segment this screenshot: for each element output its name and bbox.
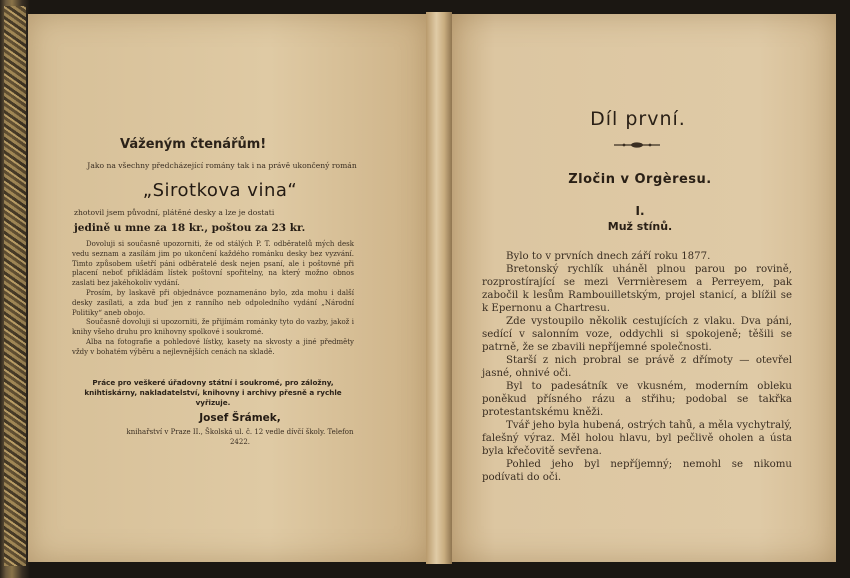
ornament-divider [612, 140, 662, 150]
chapter-number: I. [635, 204, 645, 218]
notice-body [72, 240, 354, 358]
notice-paragraph: Prosím, by laskavě při objednávce poznamenáno bylo, zda mohu i další desky zasílati, a zda buď jen z ranního neb odpoledního vydání „Národní Politiky“ aneb obojo. [72, 288, 354, 317]
part-title: Díl první. [590, 108, 686, 130]
story-body [482, 250, 792, 484]
price-line: jedině u mne za 18 kr., poštou za 23 kr. [74, 222, 306, 234]
novel-title: „Sirotkova vina“ [142, 180, 298, 201]
marbled-cover-edge [4, 6, 26, 566]
notice-heading: Váženým čtenářům! [120, 137, 267, 152]
story-paragraph: Zde vystoupilo několik cestujících z vlaku. Dva páni, sedící v salonním voze, oddychli si spokojeně; těšili se patrně, že se zbavili nepříjemné společnosti. [482, 316, 792, 353]
section-title: Muž stínů. [607, 220, 673, 233]
story-paragraph: Starší z nich probral se právě z dřímoty — otevřel jasné, ohnivé oči. [482, 355, 792, 379]
publisher-address: knihařství v Praze II., Školská ul. č. 12 vedle dívčí školy. Telefon 2422. [126, 428, 354, 446]
services-note: Práce pro veškeré úřadovny státní i soukromé, pro záložny, knihtiskárny, nakladatelství, knihovny i archivy přesně a rychle vyřizuje. [84, 378, 342, 407]
book-gutter [426, 12, 452, 564]
publisher-name: Josef Šrámek, [199, 412, 281, 424]
notice-paragraph: Dovoluji si současně upozorniti, že od stálých P. T. odběratelů mých desk vedu seznam a zasílám jim po ukončení každého románku desky bez vyzvání. Timto způsobem ušetří páni odběratelé desk nejen psaní, ale i poštovné při placení neboť přikládám lístek poštovní spořitelny, na který možno obnos zaslati bez jakéhokoliv vydání. [72, 240, 354, 288]
story-paragraph: Bylo to v prvních dnech září roku 1877. [506, 251, 711, 262]
story-paragraph: Tvář jeho byla hubená, ostrých tahů, a měla vychytralý, falešný výraz. Měl holou hlavu, byl pečlivě oholen a ústa byla křečovitě sevřena. [482, 420, 792, 457]
story-paragraph: Byl to padesátník ve vkusném, moderním obleku poněkud přísného rázu a střihu; podobal se takřka protestantskému kněži. [482, 381, 792, 418]
story-paragraph: Bretonský rychlík uháněl plnou parou po rovině, rozprostírající se mezi Verrnièresem a Perreyem, pak zabočil k lesům Rambouilletským, projel stanicí, a blížil se k Epernonu a Chartresu. [482, 264, 792, 314]
notice-intro: Jako na všechny předcházející romány tak i na právě ukončený román [87, 161, 357, 170]
story-paragraph: Pohled jeho byl nepříjemný; nemohl se nikomu podívati do oči. [482, 459, 792, 483]
notice-made-line: zhotovil jsem původní, plátěné desky a lze je dostati [74, 208, 275, 217]
notice-paragraph: Alba na fotografie a pohledové lístky, kasety na skvosty a jiné předměty vždy v bohatém výběru a nejlevnějších cenách na skladě. [72, 337, 354, 356]
chapter-title: Zločin v Orgèresu. [568, 172, 712, 187]
notice-paragraph: Současně dovoluji si upozorniti, že přijímám románky tyto do vazby, jakož i knihy všeho druhu pro knihovny spolkové i soukromé. [72, 318, 354, 337]
